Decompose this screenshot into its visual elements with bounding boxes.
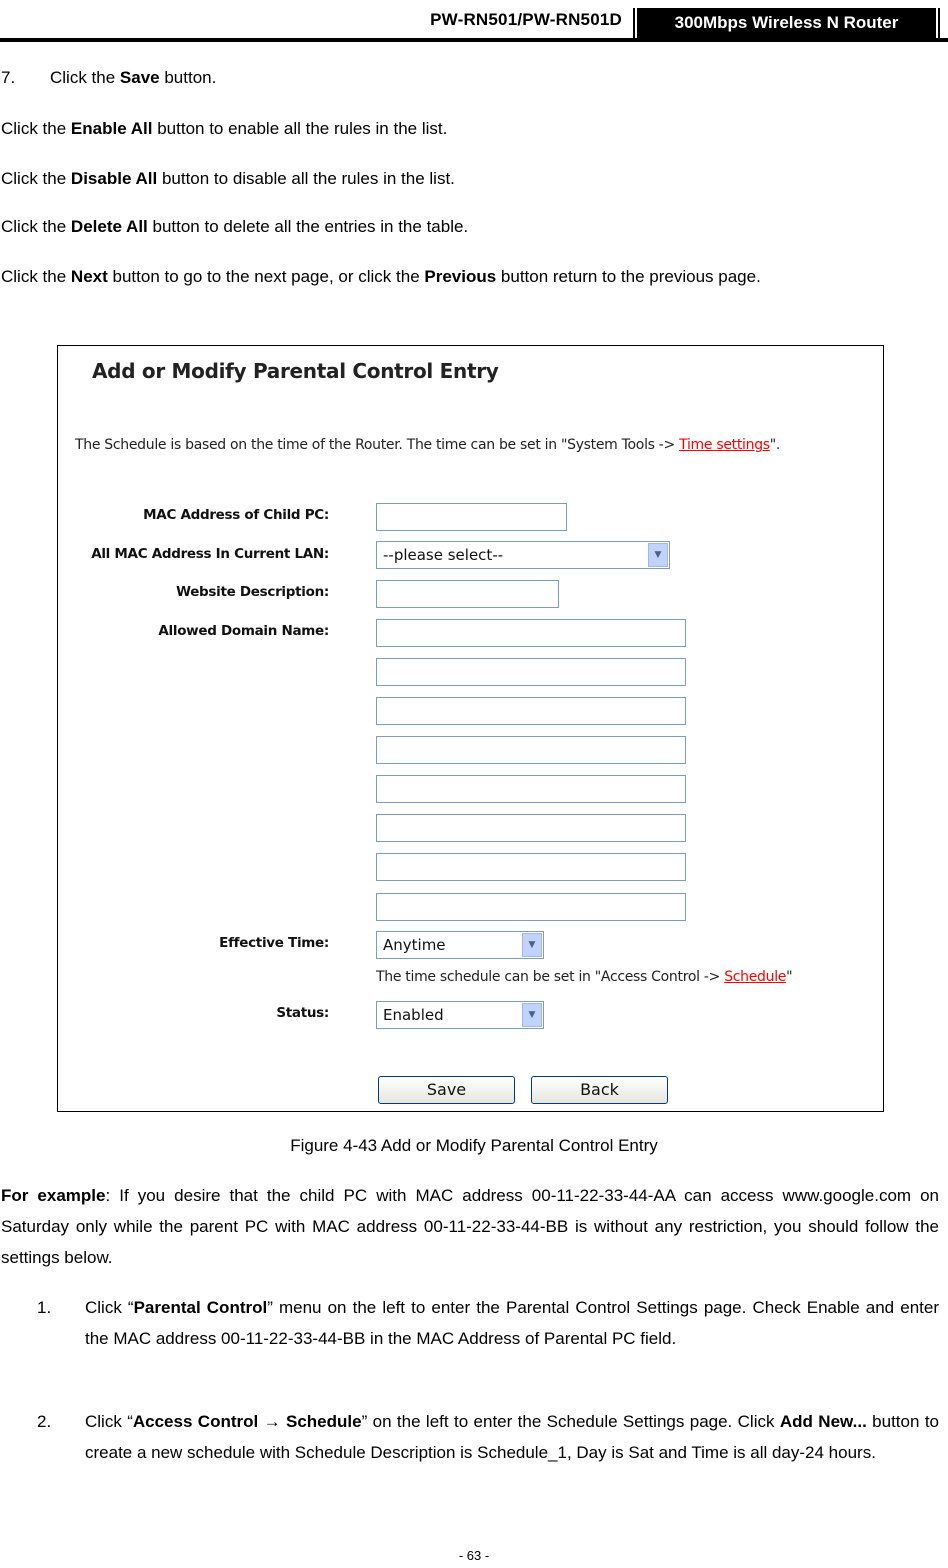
list-text xyxy=(85,1292,939,1354)
label-effective-time: Effective Time: xyxy=(219,935,329,951)
form-title: Add or Modify Parental Control Entry xyxy=(92,359,499,383)
chevron-down-icon[interactable]: ▼ xyxy=(522,933,542,957)
step-number: 7. xyxy=(1,68,16,87)
step-text-end: button. xyxy=(159,68,217,87)
schedule-hint-text: The time schedule can be set in "Access Control -> xyxy=(376,969,725,985)
allowed-domain-input-3[interactable] xyxy=(376,697,686,725)
allowed-domain-input-1[interactable] xyxy=(376,619,686,647)
allowed-domain-input-5[interactable] xyxy=(376,775,686,803)
paragraph-delete-all xyxy=(1,211,939,242)
list-bold: Parental Control xyxy=(133,1298,268,1317)
list-text-post: button to create a new schedule with Schedule Description is Schedule_1, Day is Sat and Time is all day-24 hours. xyxy=(85,1412,939,1462)
step-bold: Save xyxy=(119,68,160,87)
para-text: Click the xyxy=(1,217,71,236)
list-text-post: ” menu on the left to enter the Parental Control Settings page. Check Enable and enter the MAC address 00-11-22-33-44-BB in the MAC Address of Parental PC field. xyxy=(85,1298,939,1348)
para-text-mid: button to go to the next page, or click the xyxy=(107,267,425,286)
allowed-domain-input-8[interactable] xyxy=(376,893,686,921)
mac-child-input[interactable] xyxy=(376,503,567,531)
header-product-badge: 300Mbps Wireless N Router xyxy=(633,8,940,38)
figure-caption: Figure 4-43 Add or Modify Parental Control Entry xyxy=(290,1136,658,1155)
website-description-input[interactable] xyxy=(376,580,559,608)
label-status: Status: xyxy=(276,1005,329,1021)
list-bold-2: Add New... xyxy=(779,1412,867,1431)
para-text-end: button to disable all the rules in the list. xyxy=(157,169,455,188)
list-number: 2. xyxy=(37,1412,52,1431)
paragraph-enable-all xyxy=(1,113,939,144)
schedule-note-text: The Schedule is based on the time of the Router. The time can be set in "System Tools -> xyxy=(75,437,680,453)
para-bold: Disable All xyxy=(70,169,158,188)
schedule-hint-end: " xyxy=(786,969,793,985)
para-bold: Delete All xyxy=(70,217,148,236)
list-text xyxy=(85,1406,939,1468)
para-text-end: button to enable all the rules in the list. xyxy=(152,119,448,138)
para-bold-next: Next xyxy=(70,267,108,286)
example-text: : If you desire that the child PC with MAC address 00-11-22-33-44-AA can access www.google.com on Saturday only while the parent PC with MAC address 00-11-22-33-44-BB is without any restriction, you should follow the settings below. xyxy=(1,1186,939,1267)
para-text: Click the xyxy=(1,169,71,188)
allowed-domain-input-2[interactable] xyxy=(376,658,686,686)
allowed-domain-input-4[interactable] xyxy=(376,736,686,764)
list-text-mid: ” on the left to enter the Schedule Settings page. Click xyxy=(361,1412,780,1431)
all-mac-select[interactable] xyxy=(376,541,670,569)
list-bold: Access Control → Schedule xyxy=(132,1412,362,1431)
label-mac-child: MAC Address of Child PC: xyxy=(143,507,329,523)
label-all-mac: All MAC Address In Current LAN: xyxy=(91,546,329,562)
figure-parental-control-entry xyxy=(57,345,884,1112)
label-website-description: Website Description: xyxy=(176,584,329,600)
schedule-link[interactable]: Schedule xyxy=(724,969,787,985)
step-7 xyxy=(1,62,939,93)
save-button[interactable]: Save xyxy=(378,1076,515,1104)
paragraph-next-previous xyxy=(1,261,939,292)
page-number: - 63 - xyxy=(458,1548,490,1563)
para-bold: Enable All xyxy=(70,119,153,138)
header-rule xyxy=(0,38,948,42)
effective-time-select[interactable] xyxy=(376,931,544,959)
list-number: 1. xyxy=(37,1298,52,1317)
chevron-down-icon[interactable]: ▼ xyxy=(648,543,668,567)
schedule-note xyxy=(75,437,780,453)
all-mac-selected-value: --please select-- xyxy=(383,546,504,564)
example-bold: For example xyxy=(1,1186,106,1205)
step-text: Click the xyxy=(50,68,120,87)
page-header xyxy=(0,0,948,44)
para-text-end: button to delete all the entries in the table. xyxy=(147,217,469,236)
list-text-pre: Click “ xyxy=(85,1412,133,1431)
allowed-domain-input-6[interactable] xyxy=(376,814,686,842)
para-text: Click the xyxy=(1,119,71,138)
chevron-down-icon[interactable]: ▼ xyxy=(522,1003,542,1027)
list-item xyxy=(37,1406,939,1468)
back-button[interactable]: Back xyxy=(531,1076,668,1104)
allowed-domain-input-7[interactable] xyxy=(376,853,686,881)
para-text: Click the xyxy=(1,267,71,286)
schedule-note-end: ". xyxy=(769,437,781,453)
para-bold-previous: Previous xyxy=(424,267,497,286)
paragraph-disable-all xyxy=(1,163,939,194)
list-item xyxy=(37,1292,939,1354)
schedule-hint xyxy=(376,969,792,985)
label-allowed-domain: Allowed Domain Name: xyxy=(158,623,329,639)
status-select[interactable] xyxy=(376,1001,544,1029)
list-text-pre: Click “ xyxy=(85,1298,134,1317)
status-selected-value: Enabled xyxy=(383,1006,444,1024)
paragraph-example xyxy=(1,1180,939,1273)
header-model: PW-RN501/PW-RN501D xyxy=(430,10,622,29)
time-settings-link[interactable]: Time settings xyxy=(679,437,770,453)
para-text-end: button return to the previous page. xyxy=(496,267,761,286)
effective-time-selected-value: Anytime xyxy=(383,936,446,954)
